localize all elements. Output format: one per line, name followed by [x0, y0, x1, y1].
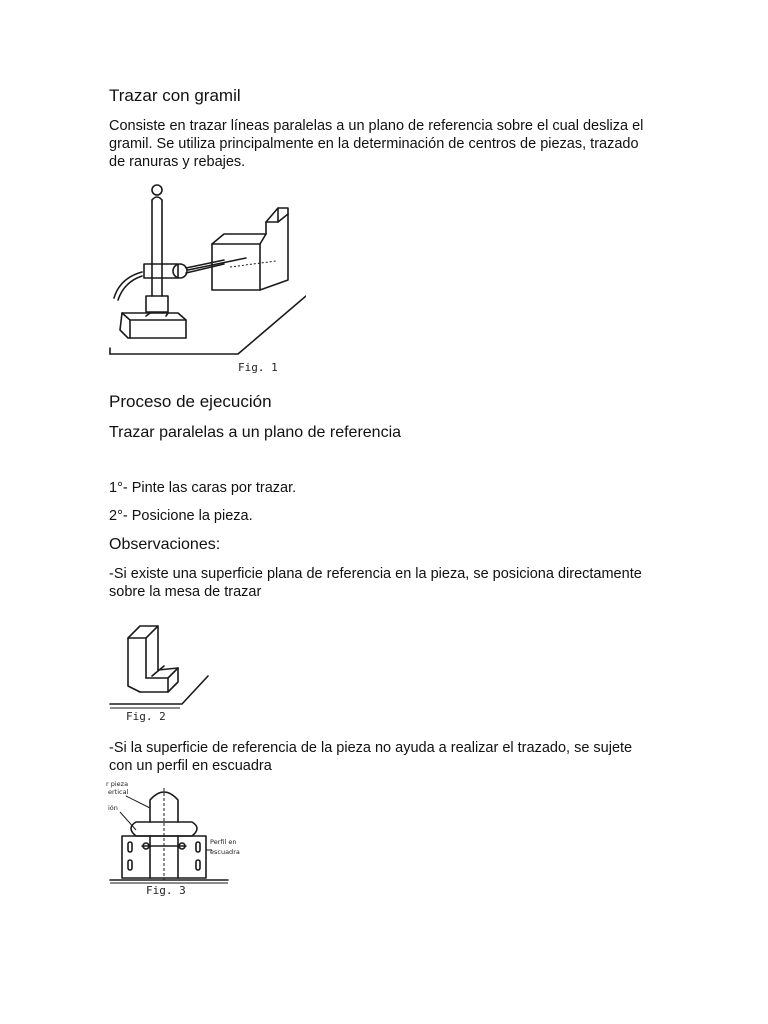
step-2: 2°- Posicione la pieza.	[109, 508, 253, 524]
section-title-proceso: Proceso de ejecución	[109, 392, 272, 411]
figure-1-surface-gauge	[106, 178, 306, 380]
section-title-trazar-con-gramil: Trazar con gramil	[109, 86, 241, 105]
figure-3-caption: Fig. 3	[146, 884, 186, 897]
figure-3-angle-plate	[106, 780, 246, 898]
step-1: 1°- Pinte las caras por trazar.	[109, 480, 297, 496]
figure-2-l-piece	[106, 614, 216, 728]
figure-3-label-escuadra: escuadra	[210, 848, 240, 856]
figure-2-caption: Fig. 2	[126, 710, 166, 723]
observation-1: -Si existe una superficie plana de referencia en la pieza, se posiciona directamente sobre la mesa de trazar	[109, 566, 642, 600]
figure-3-label-ion: ión	[108, 804, 118, 812]
figure-3-label-perfil: Perfil en	[210, 838, 237, 846]
figure-3-label-vertical: ertical	[108, 788, 129, 796]
figure-3-label-pieza: r pieza	[106, 780, 129, 788]
process-subtitle: Trazar paralelas a un plano de referencia	[109, 424, 402, 441]
observations-heading: Observaciones:	[109, 536, 221, 553]
intro-paragraph: Consiste en trazar líneas paralelas a un plano de referencia sobre el cual desliza el gramil. Se utiliza principalmente en la determinación de centros de piezas, trazado de ranuras y rebajes.	[109, 118, 644, 170]
observation-2: -Si la superficie de referencia de la pieza no ayuda a realizar el trazado, se sujete con un perfil en escuadra	[109, 740, 633, 774]
figure-1-caption: Fig. 1	[238, 361, 278, 374]
